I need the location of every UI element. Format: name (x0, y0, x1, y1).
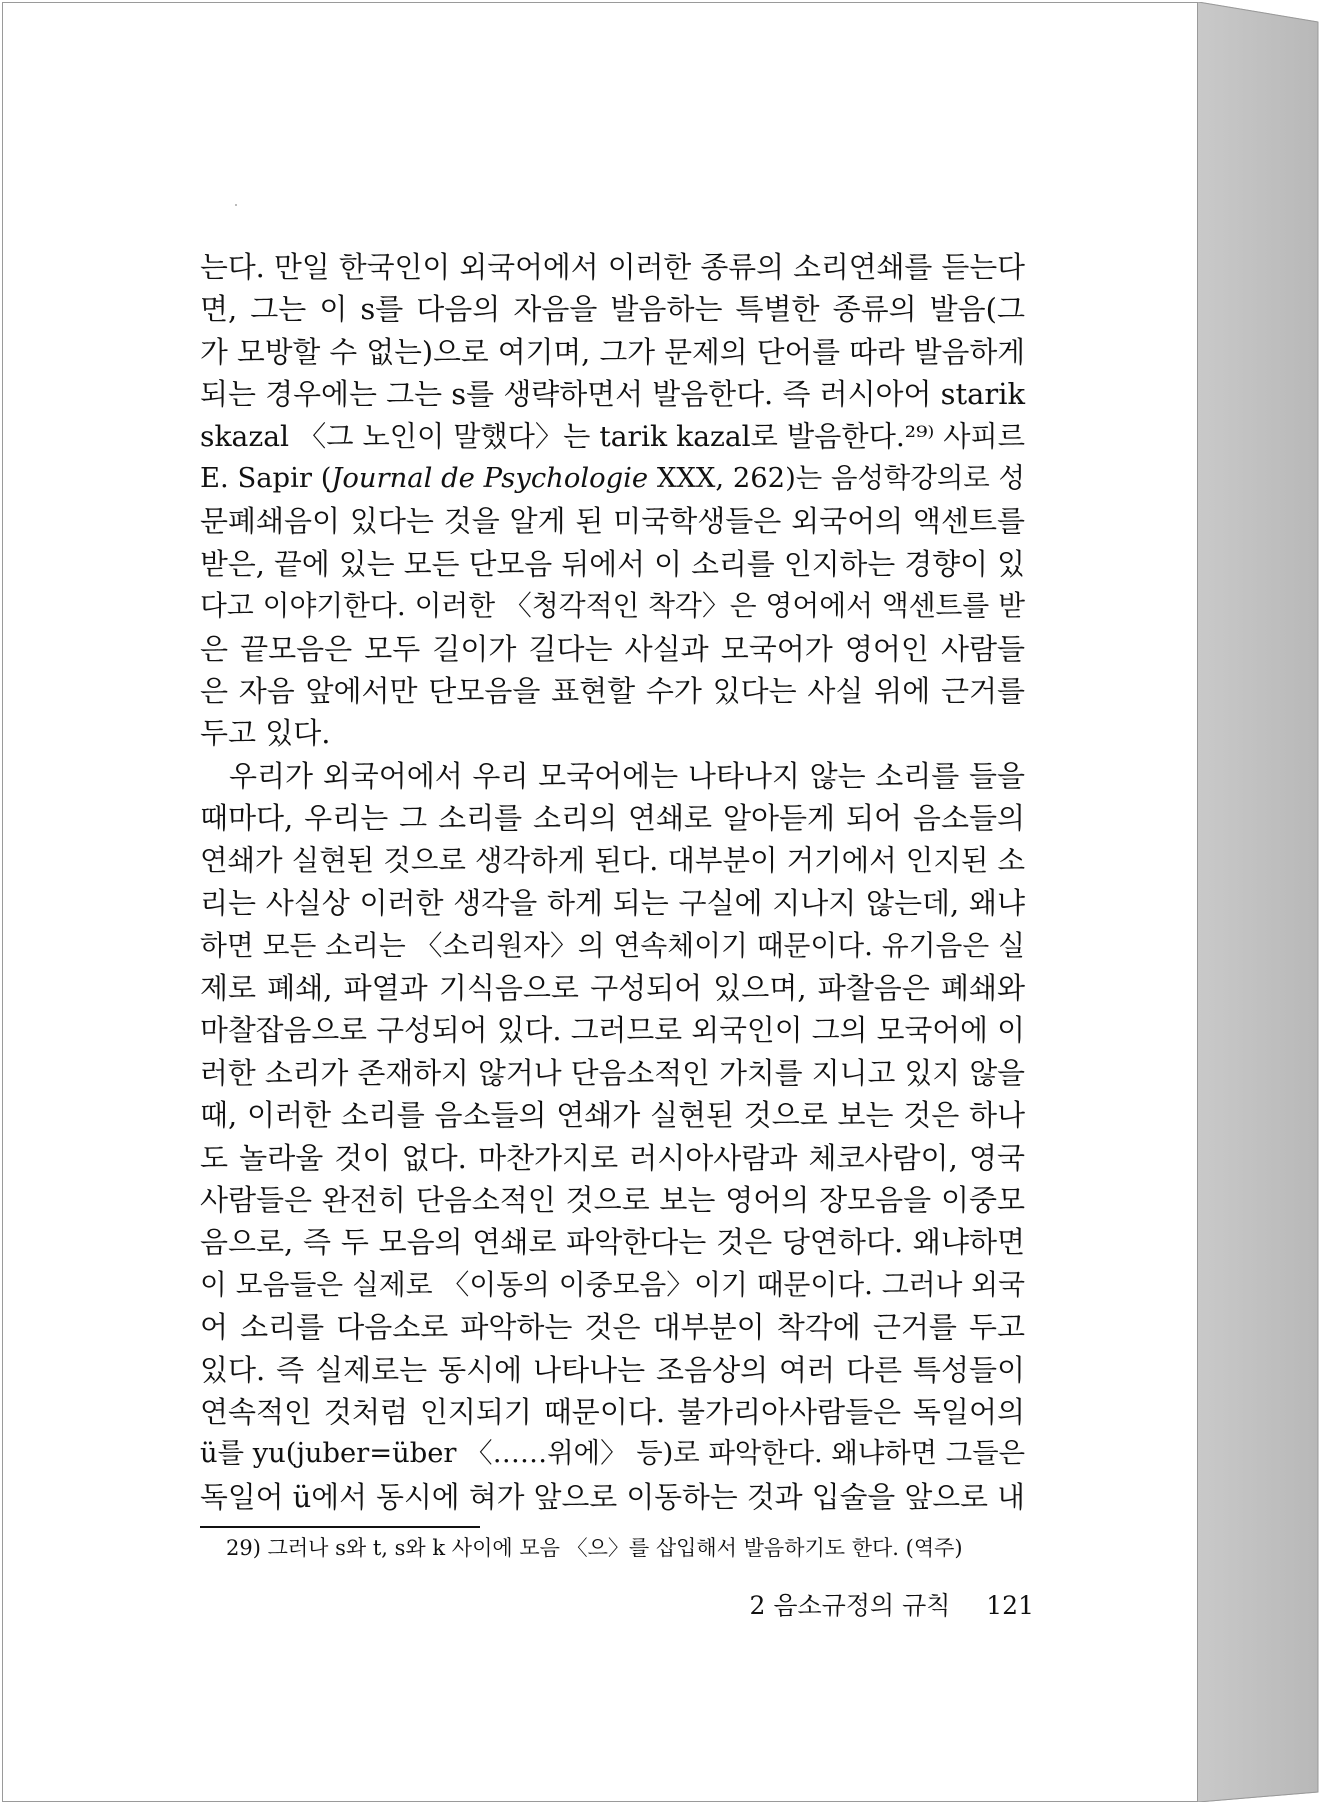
text-line: 도 놀라울 것이 없다. 마찬가지로 러시아사람과 체코사람이, 영국 (200, 1140, 1025, 1175)
text-line: 마찰잡음으로 구성되어 있다. 그러므로 외국인이 그의 모국어에 이 (200, 1013, 1025, 1048)
page-number: 121 (986, 1591, 1034, 1620)
text-line: 문폐쇄음이 있다는 것을 알게 된 미국학생들은 외국어의 액센트를 (200, 504, 1025, 539)
text-line: 은 자음 앞에서만 단모음을 표현할 수가 있다는 사실 위에 근거를 (200, 674, 1025, 709)
text-line: ü를 yu(juber=über 〈……위에〉 등)로 파악한다. 왜냐하면 그들은 (200, 1438, 1025, 1470)
text-line: 리는 사실상 이러한 생각을 하게 되는 구실에 지나지 않는데, 왜냐 (200, 886, 1025, 921)
scan-speck (235, 204, 237, 206)
text-fragment: E. Sapir ( (200, 463, 332, 495)
text-line: 은 끝모음은 모두 길이가 길다는 사실과 모국어가 영어인 사람들 (200, 631, 1025, 666)
text-line: 때, 이러한 소리를 음소들의 연쇄가 실현된 것으로 보는 것은 하나 (200, 1098, 1025, 1133)
chapter-title: 2 음소규정의 규칙 (749, 1591, 951, 1620)
text-line: 연속적인 것처럼 인지되기 때문이다. 불가리아사람들은 독일어의 (200, 1394, 1025, 1429)
paragraph-1 (200, 246, 1025, 755)
text-line: 연쇄가 실현된 것으로 생각하게 된다. 대부분이 거기에서 인지된 소 (200, 843, 1025, 877)
text-line: 있다. 즉 실제로는 동시에 나타나는 조음상의 여러 다른 특성들이 (200, 1352, 1025, 1387)
page-stack-edge (1198, 2, 1323, 1802)
text-line: 제로 폐쇄, 파열과 기식음으로 구성되어 있으며, 파찰음은 폐쇄와 (200, 970, 1025, 1005)
text-line: 사람들은 완전히 단음소적인 것으로 보는 영어의 장모음을 이중모 (200, 1182, 1025, 1217)
text-line: 되는 경우에는 그는 s를 생략하면서 발음한다. 즉 러시아어 starik (200, 377, 1025, 412)
footnote: 29) 그러나 s와 t, s와 k 사이에 모음 〈으〉를 삽입해서 발음하기도 한다. (역주) (226, 1536, 963, 1560)
body-text (200, 246, 1025, 1518)
text-line: 음으로, 즉 두 모음의 연쇄로 파악한다는 것은 당연하다. 왜냐하면 (200, 1225, 1025, 1260)
text-line: 가 모방할 수 없는)으로 여기며, 그가 문제의 단어를 따라 발음하게 (200, 334, 1025, 369)
text-line: 다고 이야기한다. 이러한 〈청각적인 착각〉은 영어에서 액센트를 받 (200, 589, 1025, 623)
footnote-divider (200, 1526, 480, 1528)
journal-title: Journal de Psychologie (331, 463, 649, 495)
text-line: 어 소리를 다음소로 파악하는 것은 대부분이 착각에 근거를 두고 (200, 1310, 1025, 1345)
text-line (200, 458, 1025, 500)
text-fragment: XXX, 262)는 음성학강의로 성 (648, 463, 1025, 495)
text-line: 때마다, 우리는 그 소리를 소리의 연쇄로 알아듣게 되어 음소들의 (200, 801, 1025, 836)
paragraph-2 (200, 755, 1025, 1518)
text-line: 받은, 끝에 있는 모든 단모음 뒤에서 이 소리를 인지하는 경향이 있 (200, 546, 1025, 581)
text-line: 면, 그는 이 s를 다음의 자음을 발음하는 특별한 종류의 발음(그 (200, 292, 1025, 327)
text-line: 이 모음들은 실제로 〈이동의 이중모음〉이기 때문이다. 그러나 외국 (200, 1267, 1025, 1301)
text-line: 두고 있다. (200, 716, 331, 751)
text-line: 러한 소리가 존재하지 않거나 단음소적인 가치를 지니고 있지 않을 (200, 1055, 1025, 1090)
text-line: 우리가 외국어에서 우리 모국어에는 나타나지 않는 소리를 들을 (229, 758, 1025, 793)
text-line: 독일어 ü에서 동시에 혀가 앞으로 이동하는 것과 입술을 앞으로 내 (200, 1479, 1025, 1514)
text-line: 하면 모든 소리는 〈소리원자〉의 연속체이기 때문이다. 유기음은 실 (200, 928, 1025, 962)
running-footer (744, 1590, 1034, 1622)
text-line: skazal 〈그 노인이 말했다〉는 tarik kazal로 발음한다.²⁹⁾ 사피르 (200, 419, 1025, 453)
text-line: 는다. 만일 한국인이 외국어에서 이러한 종류의 소리연쇄를 듣는다 (200, 250, 1025, 284)
